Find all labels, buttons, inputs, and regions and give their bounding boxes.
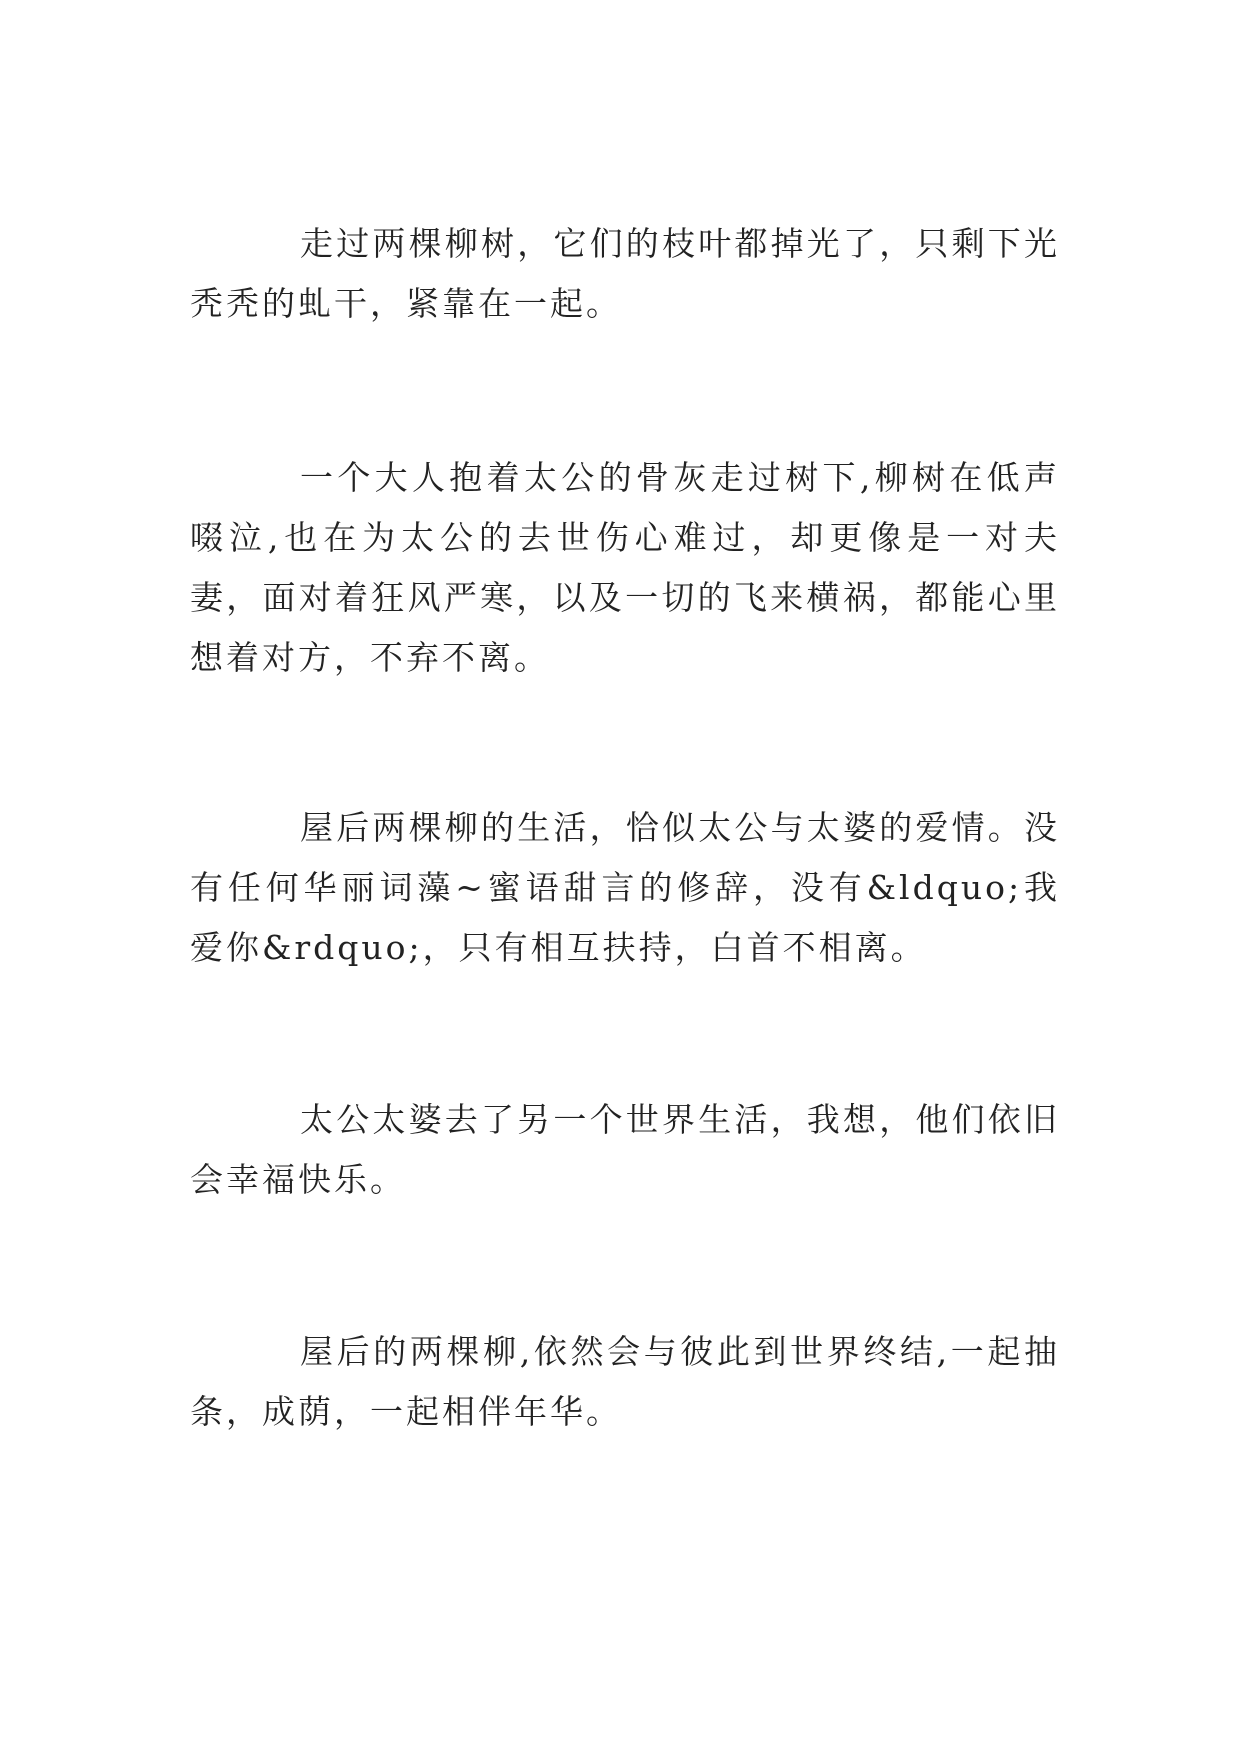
paragraph-1: 走过两棵柳树，它们的枝叶都掉光了，只剩下光秃秃的虬干，紧靠在一起。 xyxy=(190,224,1060,323)
paragraph-2: 一个大人抱着太公的骨灰走过树下,柳树在低声啜泣,也在为太公的去世伤心难过，却更像是一对夫妻，面对着狂风严寒，以及一切的飞来横祸，都能心里想着对方，不弃不离。 xyxy=(190,458,1060,677)
paragraph-4: 太公太婆去了另一个世界生活，我想，他们依旧会幸福快乐。 xyxy=(190,1100,1060,1199)
paragraph-3: 屋后两棵柳的生活，恰似太公与太婆的爱情。没有任何华丽词藻~蜜语甜言的修辞，没有&ldquo;我爱你&rdquo;，只有相互扶持，白首不相离。 xyxy=(190,808,1060,967)
paragraph-5: 屋后的两棵柳,依然会与彼此到世界终结,一起抽条，成荫，一起相伴年华。 xyxy=(190,1332,1060,1431)
